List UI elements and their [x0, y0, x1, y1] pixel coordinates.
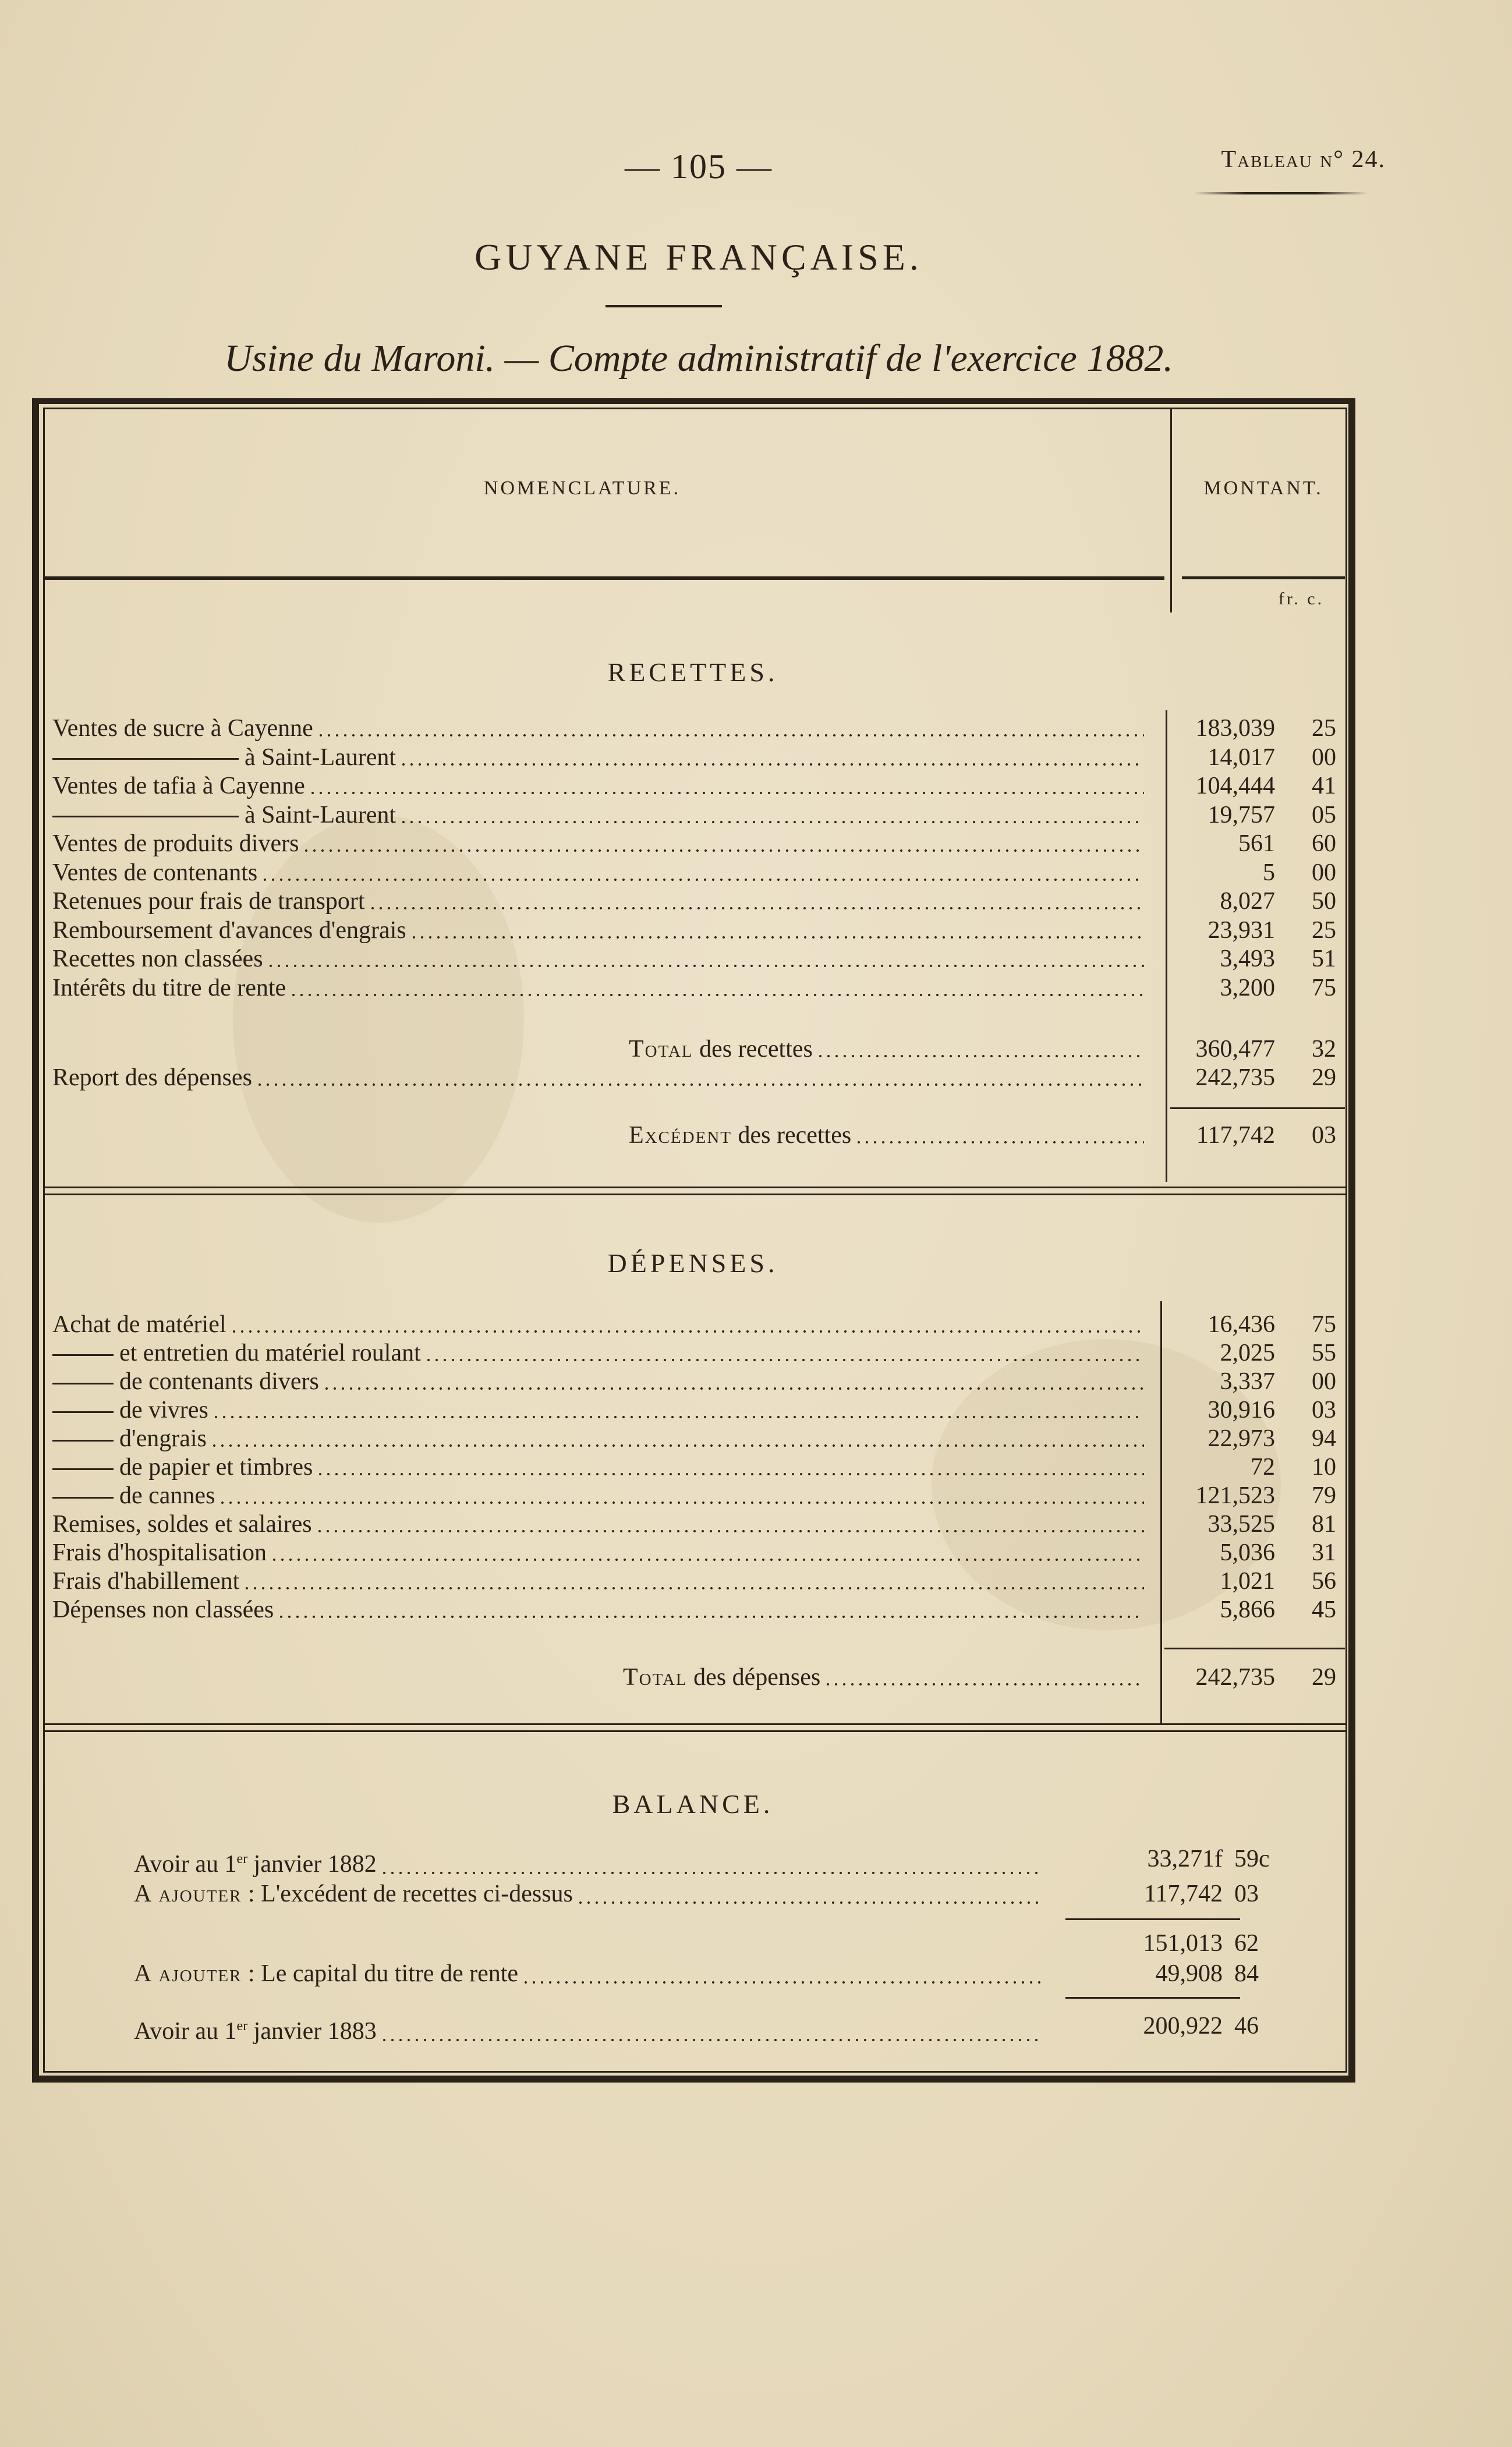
ledger-row [52, 1310, 1336, 1339]
row-cents: 41 [1312, 773, 1336, 799]
ledger-row [52, 1510, 1336, 1539]
ledger-row [52, 1338, 1336, 1368]
ledger-row [52, 1396, 1336, 1425]
row-cents: 79 [1312, 1482, 1336, 1509]
row-amount: 5 [1263, 859, 1275, 886]
leader-dots [302, 849, 1144, 852]
row-cents: 03 [1312, 1397, 1336, 1423]
row-label: Ventes de tafia à Cayenne [52, 773, 305, 799]
ditto-dash [52, 1411, 114, 1413]
balance-subtotal-row [134, 1927, 1259, 1960]
page-number: — 105 — [625, 147, 773, 186]
row-cents: 51 [1312, 945, 1336, 972]
subtotal-cents: 62 [1234, 1930, 1259, 1957]
depenses-total-row [52, 1663, 1336, 1692]
leader-dots [323, 1387, 1144, 1390]
leader-dots [316, 1472, 1144, 1476]
row-label: Frais d'habillement [52, 1568, 240, 1595]
leader-dots [212, 1415, 1144, 1419]
row-amount: 14,017 [1208, 743, 1275, 771]
ditto-dash [52, 1440, 114, 1442]
ajouter-label-sc: A ajouter [134, 1881, 242, 1907]
balance-avoir-1882-amount: 33,271f [1147, 1846, 1223, 1872]
total-label: des recettes [699, 1036, 813, 1063]
report-label: Report des dépenses [52, 1064, 252, 1091]
excedent-label: des recettes [738, 1122, 852, 1149]
row-cents: 31 [1312, 1539, 1336, 1566]
balance-ajouter-2-row [134, 1957, 1259, 1990]
balance-avoir-1882-row: Avoir au 1er janvier 1882 33,271f 59c [134, 1843, 1240, 1875]
leader-dots [824, 1683, 1144, 1686]
row-amount: 72 [1251, 1454, 1275, 1481]
row-label: Ventes de contenants [52, 859, 258, 886]
row-amount: 3,493 [1220, 945, 1275, 972]
ledger-row [52, 887, 1336, 916]
ledger-row [52, 1595, 1336, 1624]
ledger-row [52, 1424, 1336, 1453]
row-amount: 104,444 [1195, 773, 1275, 799]
report-cents: 29 [1312, 1064, 1336, 1091]
row-amount: 5,866 [1220, 1596, 1275, 1623]
row-cents: 81 [1312, 1511, 1336, 1538]
row-cents: 60 [1312, 830, 1336, 857]
total-amount: 242,735 [1195, 1664, 1275, 1691]
row-label: et entretien du matériel roulant [119, 1340, 421, 1366]
row-label: Ventes de produits divers [52, 830, 299, 857]
ledger-row [52, 858, 1336, 887]
section-rule [44, 1194, 1346, 1195]
row-amount: 22,973 [1208, 1425, 1275, 1452]
row-amount: 561 [1238, 830, 1275, 857]
report-amount: 242,735 [1195, 1064, 1275, 1091]
leader-dots [576, 1901, 1042, 1904]
row-amount: 23,931 [1208, 916, 1275, 944]
ledger-row [52, 771, 1336, 801]
ditto-dash [52, 1354, 114, 1356]
row-label: de papier et timbres [119, 1454, 313, 1481]
ledger-row [52, 801, 1336, 830]
ledger-row [52, 973, 1336, 1003]
units-label: fr. c. [1278, 589, 1325, 608]
leader-dots [270, 1558, 1144, 1561]
leader-dots [316, 1529, 1144, 1533]
recettes-total-row [52, 1035, 1336, 1064]
ajouter-amount: 49,908 [1155, 1960, 1223, 1987]
row-cents: 00 [1312, 1368, 1336, 1395]
leader-dots [424, 1358, 1144, 1362]
ledger-row [52, 916, 1336, 945]
title-rule [605, 305, 722, 307]
subtotal-rule [1170, 1107, 1345, 1109]
tableau-underline [1194, 192, 1368, 194]
ledger-row [52, 714, 1336, 743]
balance-avoir-1883-amount: 200,922 [1143, 2013, 1223, 2039]
ditto-dash [52, 1497, 114, 1499]
section-title-balance: BALANCE. [612, 1789, 774, 1819]
row-label: Remises, soldes et salaires [52, 1511, 312, 1538]
ditto-dash [52, 758, 239, 760]
report-row [52, 1063, 1336, 1092]
ajouter-label: : L'excédent de recettes ci-dessus [247, 1881, 573, 1907]
row-amount: 16,436 [1208, 1311, 1275, 1338]
row-cents: 05 [1312, 801, 1336, 828]
ledger-row [52, 743, 1336, 772]
leader-dots [410, 936, 1144, 939]
row-cents: 25 [1312, 916, 1336, 944]
balance-avoir-1883-cents: 46 [1234, 2013, 1259, 2039]
row-cents: 45 [1312, 1596, 1336, 1623]
row-label: à Saint-Laurent [245, 801, 396, 828]
ledger-row [52, 1481, 1336, 1510]
subtotal-rule [1164, 1648, 1345, 1649]
balance-rule [1065, 1918, 1240, 1920]
row-label: Retenues pour frais de transport [52, 888, 365, 915]
row-label: Remboursement d'avances d'engrais [52, 916, 406, 944]
total-amount: 360,477 [1195, 1036, 1275, 1063]
leader-dots [230, 1330, 1144, 1333]
row-label: de vivres [119, 1397, 208, 1423]
leader-dots [317, 734, 1144, 737]
total-label-sc: Total [629, 1036, 693, 1063]
ledger-row [52, 1538, 1336, 1567]
row-cents: 50 [1312, 888, 1336, 915]
ajouter-cents: 03 [1234, 1881, 1259, 1907]
leader-dots [380, 2038, 1042, 2042]
row-cents: 75 [1312, 974, 1336, 1001]
row-label: à Saint-Laurent [245, 743, 396, 771]
row-label: Achat de matériel [52, 1311, 226, 1338]
balance-ajouter-1-row [134, 1878, 1259, 1910]
ditto-dash [52, 816, 239, 817]
leader-dots [309, 791, 1144, 795]
row-label: d'engrais [119, 1425, 207, 1452]
section-title-depenses: DÉPENSES. [607, 1248, 778, 1278]
row-amount: 183,039 [1195, 715, 1275, 742]
row-cents: 00 [1312, 743, 1336, 771]
ajouter-label-sc: A ajouter [134, 1960, 242, 1987]
page-subtitle: Usine du Maroni. — Compte administratif de l'exercice 1882. [224, 337, 1173, 380]
balance-rule [1065, 1997, 1240, 1999]
row-amount: 19,757 [1208, 801, 1275, 828]
header-nomenclature: NOMENCLATURE. [483, 477, 681, 499]
row-amount: 30,916 [1208, 1397, 1275, 1423]
ledger-row [52, 1367, 1336, 1396]
excedent-row [52, 1121, 1336, 1150]
leader-dots [369, 906, 1144, 910]
row-label: Frais d'hospitalisation [52, 1539, 267, 1566]
header-rule-montant [1182, 576, 1345, 579]
ledger-row [52, 829, 1336, 858]
row-label: de cannes [119, 1482, 215, 1509]
leader-dots [243, 1587, 1144, 1590]
row-amount: 3,200 [1220, 974, 1275, 1001]
section-rule [44, 1187, 1346, 1188]
leader-dots [277, 1615, 1144, 1619]
row-cents: 25 [1312, 715, 1336, 742]
ledger-row [52, 1567, 1336, 1596]
leader-dots [522, 1981, 1042, 1984]
leader-dots [256, 1083, 1144, 1086]
ledger-row [52, 944, 1336, 973]
row-label: Intérêts du titre de rente [52, 974, 286, 1001]
excedent-label-sc: Excédent [629, 1122, 732, 1149]
leader-dots [267, 964, 1144, 968]
excedent-cents: 03 [1312, 1122, 1336, 1149]
row-amount: 5,036 [1220, 1539, 1275, 1566]
ditto-dash [52, 1383, 114, 1384]
section-rule [44, 1730, 1346, 1732]
leader-dots [399, 763, 1144, 766]
row-amount: 1,021 [1220, 1568, 1275, 1595]
leader-dots [855, 1141, 1144, 1144]
section-rule [44, 1723, 1346, 1725]
leader-dots [380, 1871, 1042, 1875]
tableau-label: Tableau n° 24. [1221, 146, 1386, 173]
header-divider [1170, 409, 1172, 612]
row-amount: 121,523 [1195, 1482, 1275, 1509]
section-title-recettes: RECETTES. [607, 657, 778, 687]
total-cents: 32 [1312, 1036, 1336, 1063]
leader-dots [289, 993, 1144, 997]
row-cents: 55 [1312, 1340, 1336, 1366]
row-label: Dépenses non classées [52, 1596, 274, 1623]
row-label: de contenants divers [119, 1368, 319, 1395]
row-cents: 00 [1312, 859, 1336, 886]
total-cents: 29 [1312, 1664, 1336, 1691]
excedent-amount: 117,742 [1196, 1122, 1275, 1149]
row-label: Ventes de sucre à Cayenne [52, 715, 313, 742]
ajouter-amount: 117,742 [1144, 1881, 1223, 1907]
row-cents: 10 [1312, 1454, 1336, 1481]
header-montant: MONTANT. [1203, 477, 1323, 499]
page-title: GUYANE FRANÇAISE. [475, 236, 923, 278]
row-amount: 3,337 [1220, 1368, 1275, 1395]
total-label-sc: Total [623, 1664, 688, 1691]
ditto-dash [52, 1468, 114, 1470]
row-amount: 2,025 [1220, 1340, 1275, 1366]
leader-dots [816, 1054, 1144, 1058]
row-amount: 8,027 [1220, 888, 1275, 915]
leader-dots [399, 820, 1144, 824]
row-label: Recettes non classées [52, 945, 263, 972]
subtotal-amount: 151,013 [1143, 1930, 1223, 1957]
ledger-row [52, 1453, 1336, 1482]
row-cents: 94 [1312, 1425, 1336, 1452]
row-cents: 75 [1312, 1311, 1336, 1338]
balance-avoir-1882-cents: 59c [1234, 1846, 1270, 1872]
leader-dots [261, 878, 1144, 881]
total-label: des dépenses [693, 1664, 821, 1691]
leader-dots [210, 1444, 1144, 1447]
row-amount: 33,525 [1208, 1511, 1275, 1538]
header-rule [44, 576, 1164, 580]
ajouter-label: : Le capital du titre de rente [247, 1960, 519, 1987]
leader-dots [218, 1501, 1144, 1504]
row-cents: 56 [1312, 1568, 1336, 1595]
ajouter-cents: 84 [1234, 1960, 1259, 1987]
balance-avoir-1883-row: Avoir au 1er janvier 1883 200,922 46 [134, 2010, 1240, 2042]
